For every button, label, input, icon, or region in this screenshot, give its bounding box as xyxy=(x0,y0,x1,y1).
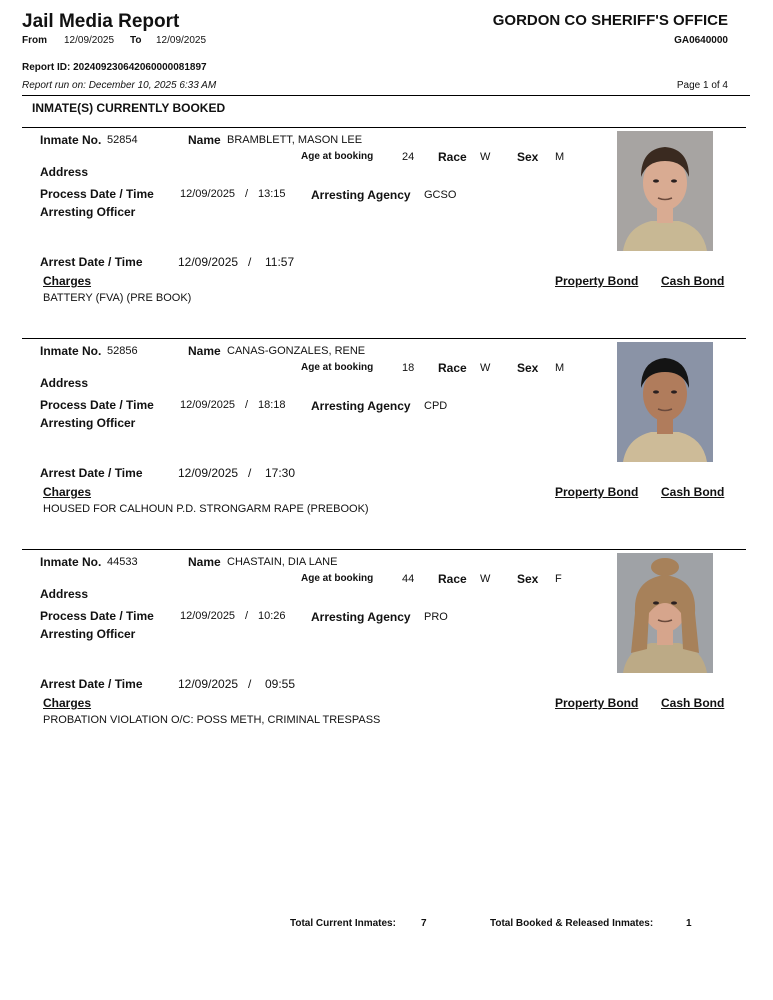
process-date: 12/09/2025 xyxy=(180,610,236,622)
race-label: Race xyxy=(438,572,467,586)
process-label: Process Date / Time xyxy=(40,187,154,201)
inmate-no-label: Inmate No. xyxy=(40,133,102,147)
agency-label: Arresting Agency xyxy=(311,610,411,624)
cash-bond-label: Cash Bond xyxy=(661,274,725,288)
process-sep: / xyxy=(245,610,249,622)
charges-label: Charges xyxy=(43,274,92,288)
to-label: To xyxy=(130,35,142,46)
total-released-value: 1 xyxy=(686,918,692,929)
inmate-no-value: 44533 xyxy=(107,556,138,568)
process-sep: / xyxy=(245,399,249,411)
age-value: 24 xyxy=(402,151,415,163)
arrest-date: 12/09/2025 xyxy=(178,466,239,480)
sex-label: Sex xyxy=(517,150,539,164)
agency-label: Arresting Agency xyxy=(311,399,411,413)
address-label: Address xyxy=(40,376,89,390)
sex-label: Sex xyxy=(517,361,539,375)
total-released-label: Total Booked & Released Inmates: xyxy=(490,918,654,929)
inmate-name: BRAMBLETT, MASON LEE xyxy=(227,134,363,146)
address-label: Address xyxy=(40,165,89,179)
race-value: W xyxy=(480,362,491,374)
race-label: Race xyxy=(438,361,467,375)
inmate-divider xyxy=(22,127,746,128)
charges-label: Charges xyxy=(43,696,92,710)
agency-value: PRO xyxy=(424,611,448,623)
age-label: Age at booking xyxy=(301,573,374,584)
inmate-name: CHASTAIN, DIA LANE xyxy=(227,556,338,568)
name-label: Name xyxy=(188,133,221,147)
arrest-sep: / xyxy=(248,466,252,480)
arrest-sep: / xyxy=(248,677,252,691)
race-label: Race xyxy=(438,150,467,164)
arrest-date: 12/09/2025 xyxy=(178,677,239,691)
name-label: Name xyxy=(188,555,221,569)
inmate-no-value: 52856 xyxy=(107,345,138,357)
agency-value: CPD xyxy=(424,400,448,412)
age-label: Age at booking xyxy=(301,151,374,162)
property-bond-label: Property Bond xyxy=(555,696,639,710)
arrest-time: 09:55 xyxy=(265,677,296,691)
charges-label: Charges xyxy=(43,485,92,499)
arrest-label: Arrest Date / Time xyxy=(40,466,143,480)
officer-label: Arresting Officer xyxy=(40,416,136,430)
charges-text: PROBATION VIOLATION O/C: POSS METH, CRIMINAL TRESPASS xyxy=(43,714,381,726)
report-run-on: Report run on: December 10, 2025 6:33 AM xyxy=(22,80,217,91)
agency-code: GA0640000 xyxy=(674,35,728,46)
cash-bond-label: Cash Bond xyxy=(661,485,725,499)
report-title: Jail Media Report xyxy=(22,11,180,32)
age-value: 44 xyxy=(402,573,415,585)
inmate-name: CANAS-GONZALES, RENE xyxy=(227,345,366,357)
property-bond-label: Property Bond xyxy=(555,274,639,288)
agency-label: Arresting Agency xyxy=(311,188,411,202)
process-time: 18:18 xyxy=(258,399,286,411)
race-value: W xyxy=(480,151,491,163)
officer-label: Arresting Officer xyxy=(40,205,136,219)
property-bond-label: Property Bond xyxy=(555,485,639,499)
process-label: Process Date / Time xyxy=(40,609,154,623)
process-label: Process Date / Time xyxy=(40,398,154,412)
charges-text: BATTERY (FVA) (PRE BOOK) xyxy=(43,292,192,304)
address-label: Address xyxy=(40,587,89,601)
process-date: 12/09/2025 xyxy=(180,188,236,200)
process-time: 13:15 xyxy=(258,188,286,200)
arrest-date: 12/09/2025 xyxy=(178,255,239,269)
cash-bond-label: Cash Bond xyxy=(661,696,725,710)
agency-value: GCSO xyxy=(424,189,457,201)
process-sep: / xyxy=(245,188,249,200)
to-date: 12/09/2025 xyxy=(156,35,207,46)
name-label: Name xyxy=(188,344,221,358)
process-time: 10:26 xyxy=(258,610,286,622)
arrest-sep: / xyxy=(248,255,252,269)
arrest-time: 17:30 xyxy=(265,466,296,480)
total-current-value: 7 xyxy=(421,918,427,929)
inmate-divider xyxy=(22,549,746,550)
charges-text: HOUSED FOR CALHOUN P.D. STRONGARM RAPE (PREBOOK) xyxy=(43,503,369,515)
total-current-label: Total Current Inmates: xyxy=(290,918,396,929)
from-date: 12/09/2025 xyxy=(64,35,115,46)
inmate-photo xyxy=(617,342,713,462)
from-label: From xyxy=(22,35,47,46)
inmate-no-value: 52854 xyxy=(107,134,138,146)
age-value: 18 xyxy=(402,362,415,374)
officer-label: Arresting Officer xyxy=(40,627,136,641)
office-name: GORDON CO SHERIFF'S OFFICE xyxy=(492,12,728,29)
arrest-time: 11:57 xyxy=(265,255,295,269)
arrest-label: Arrest Date / Time xyxy=(40,677,143,691)
inmate-photo xyxy=(617,131,713,251)
inmate-photo xyxy=(617,553,713,673)
section-title: INMATE(S) CURRENTLY BOOKED xyxy=(32,101,226,115)
race-value: W xyxy=(480,573,491,585)
age-label: Age at booking xyxy=(301,362,374,373)
sex-label: Sex xyxy=(517,572,539,586)
report-id: Report ID: 202409230642060000081897 xyxy=(22,62,207,73)
inmate-divider xyxy=(22,338,746,339)
process-date: 12/09/2025 xyxy=(180,399,236,411)
sex-value: M xyxy=(555,362,565,374)
arrest-label: Arrest Date / Time xyxy=(40,255,143,269)
inmate-no-label: Inmate No. xyxy=(40,555,102,569)
inmate-no-label: Inmate No. xyxy=(40,344,102,358)
sex-value: M xyxy=(555,151,565,163)
page-number: Page 1 of 4 xyxy=(676,80,728,91)
sex-value: F xyxy=(555,573,562,585)
header-rule xyxy=(22,95,750,96)
